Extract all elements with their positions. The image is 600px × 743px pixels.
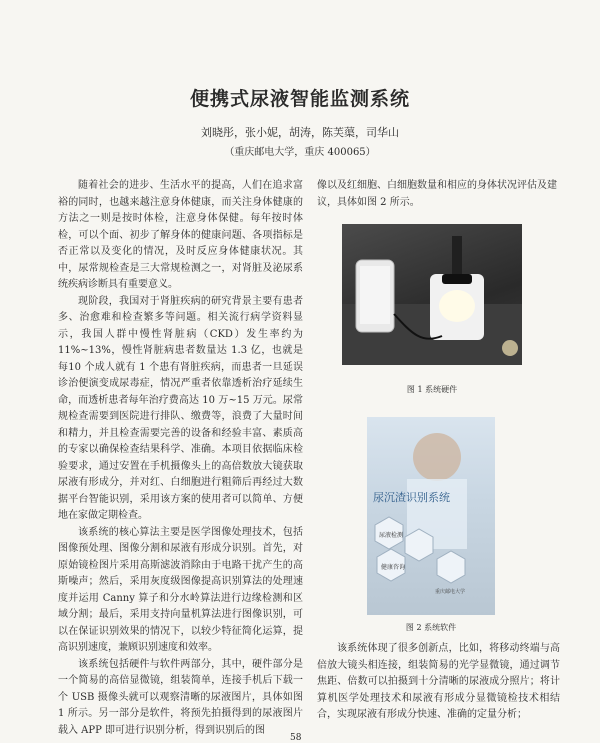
menu-item-health-consult: 健康咨询 [381,564,406,571]
left-column [58,178,303,739]
page-number: 58 [290,733,302,743]
figure-software-screen [367,417,495,615]
figure2-caption: 图 2 系统软件 [405,623,457,632]
figure-hardware-photo [342,224,522,365]
paragraph-system: 该系统包括硬件与软件两部分，其中，硬件部分是一个简易的高倍显微镜，组装简单，连接手机后下载一个 USB 摄像头就可以观察清晰的尿液图片，具体如图 1 所示。另一部分是软件，将预先拍摄得到的尿液图片载入 APP 即可进行识别分析，得到识别后的图 [58,658,303,736]
person-head [413,433,461,481]
app-title: 尿沉渣识别系统 [373,491,450,504]
microscope-lens [442,274,472,284]
right-column-continuation: 像以及红细胞、白细胞数量和相应的身体状况评估及建议，具体如图 2 所示。 [317,180,557,208]
paragraph-innovation: 该系统体现了很多创新点，比如，将移动终端与高倍放大镜头相连接，组装简易的光学显微镜，通过调节焦距、倍数可以拍摄到十分清晰的尿液成分照片；将计算机医学处理技术和尿液有形成分显微镜检技术相结合，实现尿液有形成分快速、准确的定量分析； [317,643,560,720]
figure1-caption: 图 1 系统硬件 [406,385,458,394]
paragraph-background: 现阶段，我国对于肾脏疾病的研究背景主要有患者多、治愈难和检查繁多等问题。相关流行病学资料显示，我国人群中慢性肾脏病（CKD）发生率约为11%~13%，慢性肾脏病患者数量达 1.3 亿，也就是每10 个成人就有 1 个患有肾脏疾病，而患者一旦延误诊治便演变成尿毒症，情况严重者依靠透析治疗延续生命，而透析患者每年治疗费高达 10 万~15 万元。尿常规检查需要到医院进行排队、缴费等，浪费了大量时间和精力，并且检查需要完善的设备和经验丰富、素质高的专家以确保检查结果科学、准确。本项目依据临床检验要求，通过安置在手机摄像头上的高倍数放大镜获取尿液有形成分，并对红、白细胞进行粗筛后再经过大数据平台智能识别，采用该方案的使用者可以简单、方便地在家做定期检查。 [58,295,303,521]
microscope-light [439,290,475,322]
light-glare [502,340,518,356]
school-name: 重庆邮电大学 [435,589,466,595]
author-list: 刘晓彤，张小妮，胡涛，陈芙蕖，司华山 [201,126,399,139]
affiliation: （重庆邮电大学，重庆 400065） [224,147,376,158]
menu-item-urine-test: 尿液检测 [379,532,404,539]
paragraph-intro: 随着社会的进步、生活水平的提高，人们在追求富裕的同时，也越来越注意身体健康，而关注身体健康的方法之一则是按时体检，注意身体保健。每年按时体检，可以个面、初步了解身体的健康问题、各项指标是否正常以及变化的情况，及时反应身体健康状况。其中，尿常规检查是三大常规检测之一，对肾脏及泌尿系统疾病诊断具有重要意义。 [58,180,303,290]
phone-screen [360,266,390,324]
paragraph-algorithm: 该系统的核心算法主要是医学图像处理技术，包括图像预处理、图像分割和尿液有形成分识别。首先，对原始镜检图片采用高斯滤波消除由于电路干扰产生的高斯噪声；然后，采用灰度级图像提高识别算法的处理速度并运用 Canny 算子和分水岭算法进行边缘检测和区域分割；最后，采用支持向量机算法进行图像识别，可以在保证识别效果的情况下，以较少特征简化运算，提高识别速度，兼顾识别速度和效率。 [58,526,303,653]
hex-menu-4 [437,551,465,583]
paper-title: 便携式尿液智能监测系统 [189,88,410,110]
